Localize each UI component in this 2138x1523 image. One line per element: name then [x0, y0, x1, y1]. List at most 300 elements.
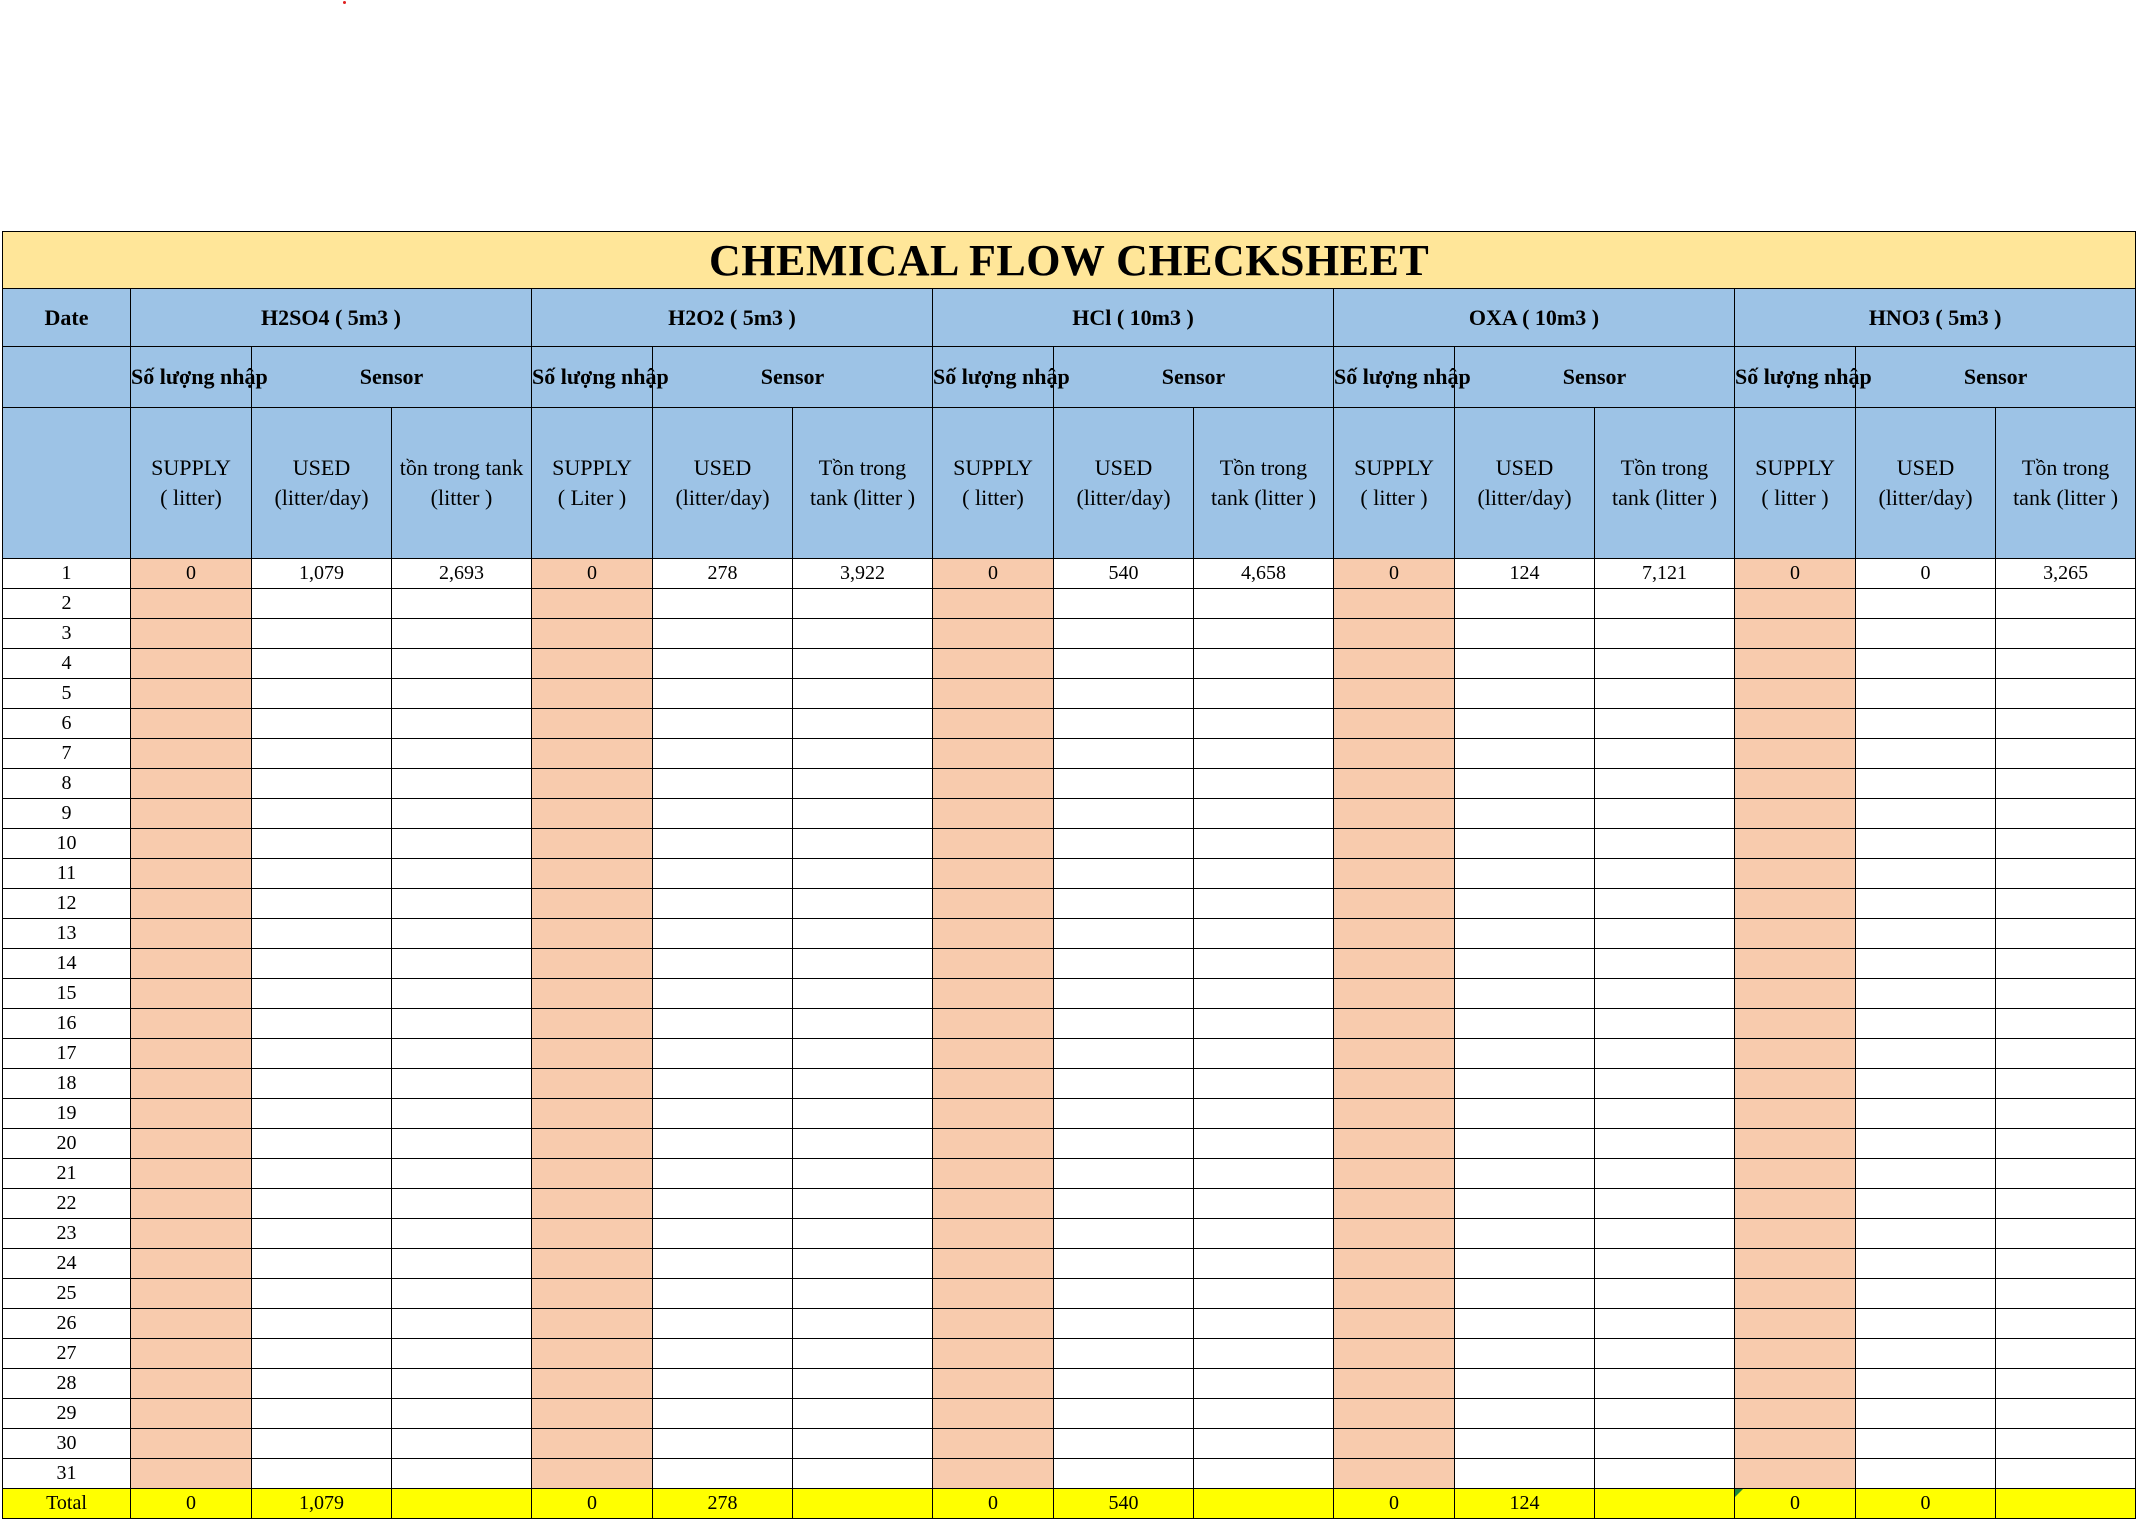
tank-cell[interactable] — [793, 859, 933, 889]
total-used-cell[interactable] — [1054, 1489, 1194, 1519]
used-cell[interactable] — [252, 829, 392, 859]
tank-cell[interactable] — [1595, 1219, 1735, 1249]
used-cell[interactable] — [1054, 1249, 1194, 1279]
supply-cell[interactable] — [1334, 949, 1455, 979]
used-cell[interactable] — [1455, 1039, 1595, 1069]
used-cell[interactable] — [252, 619, 392, 649]
supply-cell[interactable] — [532, 1339, 653, 1369]
tank-cell[interactable] — [793, 919, 933, 949]
supply-cell[interactable] — [933, 829, 1054, 859]
supply-cell[interactable] — [1735, 769, 1856, 799]
used-cell[interactable] — [653, 679, 793, 709]
supply-cell[interactable] — [1735, 1249, 1856, 1279]
tank-cell[interactable] — [1595, 709, 1735, 739]
supply-cell[interactable] — [532, 619, 653, 649]
used-cell[interactable] — [1054, 1339, 1194, 1369]
supply-cell[interactable] — [1735, 1069, 1856, 1099]
supply-cell[interactable] — [131, 619, 252, 649]
supply-cell[interactable] — [1735, 889, 1856, 919]
used-cell[interactable] — [1856, 1249, 1996, 1279]
used-cell[interactable] — [1455, 589, 1595, 619]
supply-cell[interactable] — [933, 949, 1054, 979]
used-cell[interactable] — [1856, 1069, 1996, 1099]
supply-cell[interactable] — [1735, 1189, 1856, 1219]
tank-cell[interactable] — [392, 1279, 532, 1309]
tank-cell[interactable] — [793, 1039, 933, 1069]
supply-cell[interactable] — [532, 1039, 653, 1069]
used-cell[interactable] — [1054, 1399, 1194, 1429]
tank-cell[interactable] — [392, 1219, 532, 1249]
used-cell[interactable] — [252, 739, 392, 769]
supply-cell[interactable] — [933, 1069, 1054, 1099]
supply-cell[interactable] — [131, 1189, 252, 1219]
supply-cell[interactable] — [131, 1399, 252, 1429]
supply-cell[interactable] — [1334, 1339, 1455, 1369]
supply-cell[interactable] — [131, 1009, 252, 1039]
supply-cell[interactable] — [131, 679, 252, 709]
used-cell[interactable] — [252, 859, 392, 889]
used-cell[interactable] — [1054, 859, 1194, 889]
tank-cell[interactable] — [1595, 589, 1735, 619]
supply-cell[interactable] — [1735, 1279, 1856, 1309]
used-cell[interactable] — [252, 1309, 392, 1339]
supply-cell[interactable] — [933, 919, 1054, 949]
used-cell[interactable] — [653, 769, 793, 799]
used-cell[interactable] — [1054, 589, 1194, 619]
used-cell[interactable] — [1455, 1159, 1595, 1189]
supply-cell[interactable] — [933, 739, 1054, 769]
supply-cell[interactable] — [1735, 1399, 1856, 1429]
used-cell[interactable] — [1856, 1309, 1996, 1339]
tank-cell[interactable] — [793, 1399, 933, 1429]
supply-cell[interactable] — [1334, 1309, 1455, 1339]
supply-cell[interactable] — [1334, 1159, 1455, 1189]
supply-cell[interactable] — [1334, 649, 1455, 679]
supply-cell[interactable] — [1334, 1219, 1455, 1249]
used-cell[interactable] — [1455, 1399, 1595, 1429]
tank-cell[interactable] — [392, 949, 532, 979]
supply-cell[interactable] — [1735, 649, 1856, 679]
supply-cell[interactable] — [1334, 1189, 1455, 1219]
tank-cell[interactable] — [1996, 559, 2136, 589]
tank-cell[interactable] — [1595, 1159, 1735, 1189]
used-cell[interactable] — [1856, 619, 1996, 649]
tank-cell[interactable] — [1996, 679, 2136, 709]
tank-cell[interactable] — [793, 1129, 933, 1159]
used-cell[interactable] — [1856, 1339, 1996, 1369]
tank-cell[interactable] — [392, 799, 532, 829]
tank-cell[interactable] — [1595, 859, 1735, 889]
used-cell[interactable] — [653, 589, 793, 619]
tank-cell[interactable] — [1996, 859, 2136, 889]
total-supply-cell[interactable] — [532, 1489, 653, 1519]
used-cell[interactable] — [653, 919, 793, 949]
used-cell[interactable] — [1856, 1279, 1996, 1309]
tank-cell[interactable] — [392, 1399, 532, 1429]
tank-cell[interactable] — [1595, 649, 1735, 679]
used-cell[interactable] — [1856, 1129, 1996, 1159]
supply-cell[interactable] — [532, 739, 653, 769]
used-cell[interactable] — [1455, 619, 1595, 649]
tank-cell[interactable] — [1194, 619, 1334, 649]
used-cell[interactable] — [1054, 889, 1194, 919]
used-cell[interactable] — [252, 949, 392, 979]
used-cell[interactable] — [1856, 829, 1996, 859]
tank-cell[interactable] — [392, 649, 532, 679]
tank-cell[interactable] — [1996, 739, 2136, 769]
used-cell[interactable] — [252, 709, 392, 739]
used-cell[interactable] — [252, 1399, 392, 1429]
tank-cell[interactable] — [392, 559, 532, 589]
supply-cell[interactable] — [532, 559, 653, 589]
used-cell[interactable] — [1856, 1189, 1996, 1219]
supply-cell[interactable] — [1735, 589, 1856, 619]
used-cell[interactable] — [1856, 1429, 1996, 1459]
supply-cell[interactable] — [131, 859, 252, 889]
used-cell[interactable] — [653, 619, 793, 649]
supply-cell[interactable] — [131, 1369, 252, 1399]
used-cell[interactable] — [1455, 1459, 1595, 1489]
supply-cell[interactable] — [933, 1039, 1054, 1069]
supply-cell[interactable] — [1735, 1309, 1856, 1339]
used-cell[interactable] — [1054, 769, 1194, 799]
tank-cell[interactable] — [1595, 1429, 1735, 1459]
tank-cell[interactable] — [1996, 1189, 2136, 1219]
tank-cell[interactable] — [1996, 979, 2136, 1009]
supply-cell[interactable] — [1735, 859, 1856, 889]
used-cell[interactable] — [1054, 1189, 1194, 1219]
tank-cell[interactable] — [392, 709, 532, 739]
supply-cell[interactable] — [532, 769, 653, 799]
used-cell[interactable] — [1455, 1009, 1595, 1039]
used-cell[interactable] — [252, 1189, 392, 1219]
used-cell[interactable] — [1054, 799, 1194, 829]
used-cell[interactable] — [1856, 889, 1996, 919]
supply-cell[interactable] — [532, 1159, 653, 1189]
supply-cell[interactable] — [1735, 679, 1856, 709]
used-cell[interactable] — [1856, 679, 1996, 709]
supply-cell[interactable] — [933, 619, 1054, 649]
supply-cell[interactable] — [1334, 709, 1455, 739]
supply-cell[interactable] — [532, 949, 653, 979]
used-cell[interactable] — [1455, 1219, 1595, 1249]
supply-cell[interactable] — [933, 1249, 1054, 1279]
tank-cell[interactable] — [793, 1339, 933, 1369]
tank-cell[interactable] — [793, 559, 933, 589]
tank-cell[interactable] — [1194, 559, 1334, 589]
supply-cell[interactable] — [131, 1129, 252, 1159]
supply-cell[interactable] — [131, 1249, 252, 1279]
used-cell[interactable] — [1455, 559, 1595, 589]
tank-cell[interactable] — [793, 649, 933, 679]
tank-cell[interactable] — [793, 1099, 933, 1129]
supply-cell[interactable] — [532, 679, 653, 709]
supply-cell[interactable] — [933, 1099, 1054, 1129]
tank-cell[interactable] — [392, 739, 532, 769]
tank-cell[interactable] — [1996, 649, 2136, 679]
used-cell[interactable] — [1856, 859, 1996, 889]
used-cell[interactable] — [653, 1189, 793, 1219]
used-cell[interactable] — [1455, 769, 1595, 799]
supply-cell[interactable] — [933, 1159, 1054, 1189]
used-cell[interactable] — [1856, 709, 1996, 739]
tank-cell[interactable] — [1996, 1429, 2136, 1459]
supply-cell[interactable] — [131, 829, 252, 859]
supply-cell[interactable] — [532, 1459, 653, 1489]
used-cell[interactable] — [653, 739, 793, 769]
supply-cell[interactable] — [131, 1339, 252, 1369]
used-cell[interactable] — [1455, 1279, 1595, 1309]
used-cell[interactable] — [1054, 1459, 1194, 1489]
tank-cell[interactable] — [392, 679, 532, 709]
tank-cell[interactable] — [793, 589, 933, 619]
used-cell[interactable] — [653, 829, 793, 859]
tank-cell[interactable] — [392, 919, 532, 949]
used-cell[interactable] — [1054, 1279, 1194, 1309]
total-used-cell[interactable] — [1455, 1489, 1595, 1519]
used-cell[interactable] — [653, 1249, 793, 1279]
supply-cell[interactable] — [1735, 799, 1856, 829]
tank-cell[interactable] — [1194, 1099, 1334, 1129]
supply-cell[interactable] — [1735, 739, 1856, 769]
tank-cell[interactable] — [1194, 709, 1334, 739]
tank-cell[interactable] — [1595, 739, 1735, 769]
tank-cell[interactable] — [392, 1069, 532, 1099]
supply-cell[interactable] — [1334, 799, 1455, 829]
used-cell[interactable] — [1856, 949, 1996, 979]
used-cell[interactable] — [1054, 559, 1194, 589]
tank-cell[interactable] — [1194, 829, 1334, 859]
total-used-cell[interactable] — [1856, 1489, 1996, 1519]
supply-cell[interactable] — [532, 1249, 653, 1279]
tank-cell[interactable] — [1194, 679, 1334, 709]
tank-cell[interactable] — [793, 1309, 933, 1339]
tank-cell[interactable] — [392, 589, 532, 619]
tank-cell[interactable] — [392, 1099, 532, 1129]
used-cell[interactable] — [1455, 889, 1595, 919]
supply-cell[interactable] — [933, 1189, 1054, 1219]
supply-cell[interactable] — [933, 1369, 1054, 1399]
used-cell[interactable] — [252, 889, 392, 919]
supply-cell[interactable] — [532, 1189, 653, 1219]
supply-cell[interactable] — [933, 1309, 1054, 1339]
used-cell[interactable] — [252, 1429, 392, 1459]
used-cell[interactable] — [1054, 1099, 1194, 1129]
supply-cell[interactable] — [933, 1129, 1054, 1159]
supply-cell[interactable] — [131, 1159, 252, 1189]
used-cell[interactable] — [653, 649, 793, 679]
supply-cell[interactable] — [933, 1339, 1054, 1369]
supply-cell[interactable] — [532, 1399, 653, 1429]
tank-cell[interactable] — [392, 859, 532, 889]
supply-cell[interactable] — [1334, 739, 1455, 769]
supply-cell[interactable] — [1735, 1429, 1856, 1459]
used-cell[interactable] — [653, 1399, 793, 1429]
supply-cell[interactable] — [1334, 1069, 1455, 1099]
tank-cell[interactable] — [392, 1009, 532, 1039]
tank-cell[interactable] — [392, 1339, 532, 1369]
supply-cell[interactable] — [532, 979, 653, 1009]
supply-cell[interactable] — [532, 1309, 653, 1339]
supply-cell[interactable] — [933, 709, 1054, 739]
supply-cell[interactable] — [1735, 709, 1856, 739]
tank-cell[interactable] — [1996, 1159, 2136, 1189]
total-tank-cell[interactable] — [1996, 1489, 2136, 1519]
supply-cell[interactable] — [1735, 829, 1856, 859]
tank-cell[interactable] — [1595, 559, 1735, 589]
tank-cell[interactable] — [1595, 979, 1735, 1009]
supply-cell[interactable] — [1334, 679, 1455, 709]
tank-cell[interactable] — [1194, 1339, 1334, 1369]
supply-cell[interactable] — [1334, 589, 1455, 619]
supply-cell[interactable] — [131, 1219, 252, 1249]
used-cell[interactable] — [1054, 1369, 1194, 1399]
tank-cell[interactable] — [1595, 829, 1735, 859]
used-cell[interactable] — [252, 1219, 392, 1249]
tank-cell[interactable] — [1996, 1369, 2136, 1399]
supply-cell[interactable] — [1334, 1399, 1455, 1429]
used-cell[interactable] — [1054, 1069, 1194, 1099]
supply-cell[interactable] — [933, 979, 1054, 1009]
tank-cell[interactable] — [1595, 919, 1735, 949]
supply-cell[interactable] — [532, 589, 653, 619]
used-cell[interactable] — [653, 1339, 793, 1369]
used-cell[interactable] — [1054, 829, 1194, 859]
supply-cell[interactable] — [532, 889, 653, 919]
used-cell[interactable] — [1054, 739, 1194, 769]
supply-cell[interactable] — [1735, 1129, 1856, 1159]
used-cell[interactable] — [252, 1369, 392, 1399]
tank-cell[interactable] — [1194, 589, 1334, 619]
used-cell[interactable] — [252, 1039, 392, 1069]
tank-cell[interactable] — [1194, 1189, 1334, 1219]
tank-cell[interactable] — [1996, 1399, 2136, 1429]
used-cell[interactable] — [252, 1459, 392, 1489]
used-cell[interactable] — [1054, 1159, 1194, 1189]
tank-cell[interactable] — [1996, 1219, 2136, 1249]
used-cell[interactable] — [653, 1279, 793, 1309]
used-cell[interactable] — [1856, 1399, 1996, 1429]
tank-cell[interactable] — [392, 1039, 532, 1069]
total-tank-cell[interactable] — [392, 1489, 532, 1519]
used-cell[interactable] — [1455, 979, 1595, 1009]
supply-cell[interactable] — [532, 829, 653, 859]
supply-cell[interactable] — [1334, 1429, 1455, 1459]
supply-cell[interactable] — [1735, 619, 1856, 649]
used-cell[interactable] — [1455, 1369, 1595, 1399]
supply-cell[interactable] — [933, 859, 1054, 889]
used-cell[interactable] — [1856, 769, 1996, 799]
used-cell[interactable] — [1455, 1189, 1595, 1219]
supply-cell[interactable] — [532, 709, 653, 739]
used-cell[interactable] — [653, 1219, 793, 1249]
tank-cell[interactable] — [392, 1249, 532, 1279]
tank-cell[interactable] — [1996, 709, 2136, 739]
total-tank-cell[interactable] — [1595, 1489, 1735, 1519]
used-cell[interactable] — [252, 1249, 392, 1279]
used-cell[interactable] — [252, 679, 392, 709]
tank-cell[interactable] — [793, 1279, 933, 1309]
tank-cell[interactable] — [392, 769, 532, 799]
tank-cell[interactable] — [1595, 889, 1735, 919]
tank-cell[interactable] — [1996, 1129, 2136, 1159]
supply-cell[interactable] — [532, 649, 653, 679]
supply-cell[interactable] — [933, 589, 1054, 619]
used-cell[interactable] — [1856, 1159, 1996, 1189]
supply-cell[interactable] — [131, 739, 252, 769]
used-cell[interactable] — [252, 1279, 392, 1309]
tank-cell[interactable] — [793, 1189, 933, 1219]
tank-cell[interactable] — [1595, 1399, 1735, 1429]
tank-cell[interactable] — [1595, 1279, 1735, 1309]
tank-cell[interactable] — [1194, 799, 1334, 829]
used-cell[interactable] — [1455, 1339, 1595, 1369]
supply-cell[interactable] — [131, 769, 252, 799]
supply-cell[interactable] — [532, 1429, 653, 1459]
used-cell[interactable] — [1856, 559, 1996, 589]
tank-cell[interactable] — [1996, 829, 2136, 859]
used-cell[interactable] — [653, 1129, 793, 1159]
supply-cell[interactable] — [1334, 1369, 1455, 1399]
tank-cell[interactable] — [1595, 619, 1735, 649]
supply-cell[interactable] — [1735, 919, 1856, 949]
supply-cell[interactable] — [1735, 1339, 1856, 1369]
used-cell[interactable] — [1054, 1009, 1194, 1039]
used-cell[interactable] — [1455, 829, 1595, 859]
used-cell[interactable] — [1054, 679, 1194, 709]
used-cell[interactable] — [1054, 1129, 1194, 1159]
tank-cell[interactable] — [1996, 889, 2136, 919]
supply-cell[interactable] — [131, 1039, 252, 1069]
tank-cell[interactable] — [793, 799, 933, 829]
tank-cell[interactable] — [1996, 1099, 2136, 1129]
used-cell[interactable] — [653, 1069, 793, 1099]
tank-cell[interactable] — [1595, 1189, 1735, 1219]
used-cell[interactable] — [1054, 949, 1194, 979]
used-cell[interactable] — [653, 1099, 793, 1129]
tank-cell[interactable] — [793, 979, 933, 1009]
tank-cell[interactable] — [793, 1069, 933, 1099]
supply-cell[interactable] — [131, 1279, 252, 1309]
supply-cell[interactable] — [933, 1429, 1054, 1459]
used-cell[interactable] — [1856, 1219, 1996, 1249]
used-cell[interactable] — [1455, 649, 1595, 679]
tank-cell[interactable] — [392, 979, 532, 1009]
tank-cell[interactable] — [1194, 1399, 1334, 1429]
tank-cell[interactable] — [1996, 1009, 2136, 1039]
total-used-cell[interactable] — [252, 1489, 392, 1519]
supply-cell[interactable] — [1735, 1009, 1856, 1039]
supply-cell[interactable] — [933, 889, 1054, 919]
supply-cell[interactable] — [532, 1129, 653, 1159]
total-used-cell[interactable] — [653, 1489, 793, 1519]
supply-cell[interactable] — [1334, 979, 1455, 1009]
used-cell[interactable] — [1054, 649, 1194, 679]
supply-cell[interactable] — [131, 1069, 252, 1099]
tank-cell[interactable] — [1194, 1129, 1334, 1159]
supply-cell[interactable] — [1334, 1099, 1455, 1129]
used-cell[interactable] — [1856, 1009, 1996, 1039]
supply-cell[interactable] — [131, 889, 252, 919]
supply-cell[interactable] — [1334, 1459, 1455, 1489]
supply-cell[interactable] — [1334, 1039, 1455, 1069]
supply-cell[interactable] — [131, 1429, 252, 1459]
tank-cell[interactable] — [1595, 1309, 1735, 1339]
supply-cell[interactable] — [532, 1009, 653, 1039]
used-cell[interactable] — [252, 919, 392, 949]
used-cell[interactable] — [252, 1129, 392, 1159]
tank-cell[interactable] — [1194, 1039, 1334, 1069]
